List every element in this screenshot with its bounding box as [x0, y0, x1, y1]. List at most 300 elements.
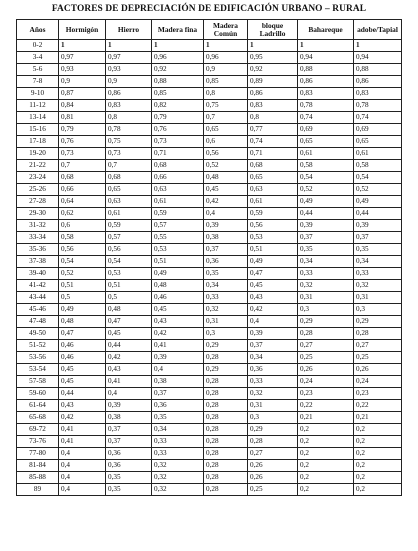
factor-cell: 0,35	[152, 412, 204, 424]
factor-cell: 0,45	[248, 280, 298, 292]
years-cell: 47-48	[17, 316, 59, 328]
factor-cell: 0,45	[152, 304, 204, 316]
factor-cell: 0,26	[248, 472, 298, 484]
factor-cell: 0,31	[298, 292, 354, 304]
table-row	[17, 436, 402, 448]
factor-cell: 0,4	[59, 484, 106, 496]
factor-cell: 0,46	[59, 352, 106, 364]
factor-cell: 0,27	[298, 340, 354, 352]
years-cell: 29-30	[17, 208, 59, 220]
years-cell: 31-32	[17, 220, 59, 232]
factor-cell: 0,56	[204, 148, 248, 160]
factor-cell: 0,65	[298, 136, 354, 148]
factor-cell: 0,2	[354, 448, 402, 460]
factor-cell: 0,46	[152, 292, 204, 304]
years-cell: 13-14	[17, 112, 59, 124]
factor-cell: 0,43	[106, 364, 152, 376]
factor-cell: 0,2	[298, 448, 354, 460]
factor-cell: 0,28	[204, 484, 248, 496]
factor-cell: 0,83	[106, 100, 152, 112]
factor-cell: 0,57	[152, 220, 204, 232]
table-row	[17, 448, 402, 460]
factor-cell: 0,37	[354, 232, 402, 244]
factor-cell: 0,32	[354, 280, 402, 292]
factor-cell: 0,39	[204, 220, 248, 232]
factor-cell: 0,4	[59, 448, 106, 460]
table-row	[17, 424, 402, 436]
table-row	[17, 208, 402, 220]
factor-cell: 0,97	[59, 52, 106, 64]
table-row	[17, 196, 402, 208]
factor-cell: 0,35	[354, 244, 402, 256]
factor-cell: 0,83	[354, 88, 402, 100]
factor-cell: 0,81	[59, 112, 106, 124]
factor-cell: 0,28	[354, 328, 402, 340]
factor-cell: 0,68	[59, 172, 106, 184]
factor-cell: 0,49	[152, 268, 204, 280]
years-cell: 69-72	[17, 424, 59, 436]
factor-cell: 0,44	[354, 208, 402, 220]
factor-cell: 0,66	[152, 172, 204, 184]
factor-cell: 0,52	[354, 184, 402, 196]
factor-cell: 0,59	[152, 208, 204, 220]
factor-cell: 0,95	[248, 52, 298, 64]
factor-cell: 0,2	[354, 436, 402, 448]
factor-cell: 0,45	[59, 376, 106, 388]
factor-cell: 0,86	[106, 88, 152, 100]
column-header: Madera fina	[152, 20, 204, 40]
years-cell: 49-50	[17, 328, 59, 340]
factor-cell: 0,42	[106, 352, 152, 364]
factor-cell: 0,39	[152, 352, 204, 364]
factor-cell: 0,43	[248, 292, 298, 304]
years-cell: 15-16	[17, 124, 59, 136]
factor-cell: 0,47	[248, 268, 298, 280]
years-cell: 5-6	[17, 64, 59, 76]
years-cell: 73-76	[17, 436, 59, 448]
factor-cell: 0,4	[248, 316, 298, 328]
factor-cell: 0,37	[204, 244, 248, 256]
factor-cell: 0,58	[59, 232, 106, 244]
years-cell: 7-8	[17, 76, 59, 88]
factor-cell: 0,92	[248, 64, 298, 76]
factor-cell: 0,85	[204, 76, 248, 88]
factor-cell: 0,63	[248, 184, 298, 196]
factor-cell: 0,7	[106, 160, 152, 172]
factor-cell: 0,73	[106, 148, 152, 160]
column-header: Hierro	[106, 20, 152, 40]
factor-cell: 0,38	[152, 376, 204, 388]
column-header: adobe/Tapial	[354, 20, 402, 40]
factor-cell: 0,28	[204, 376, 248, 388]
table-row	[17, 40, 402, 52]
factor-cell: 0,8	[248, 112, 298, 124]
years-cell: 53-56	[17, 352, 59, 364]
table-row	[17, 268, 402, 280]
factor-cell: 0,35	[106, 484, 152, 496]
column-header: bloque Ladrillo	[248, 20, 298, 40]
years-cell: 57-58	[17, 376, 59, 388]
factor-cell: 0,73	[152, 136, 204, 148]
factor-cell: 0,34	[354, 256, 402, 268]
years-cell: 25-26	[17, 184, 59, 196]
factor-cell: 0,86	[354, 76, 402, 88]
factor-cell: 0,2	[298, 424, 354, 436]
table-row	[17, 292, 402, 304]
factor-cell: 0,54	[354, 172, 402, 184]
factor-cell: 0,26	[248, 460, 298, 472]
years-cell: 59-60	[17, 388, 59, 400]
years-cell: 37-38	[17, 256, 59, 268]
factor-cell: 0,49	[298, 196, 354, 208]
table-row	[17, 352, 402, 364]
factor-cell: 0,77	[248, 124, 298, 136]
factor-cell: 0,68	[248, 160, 298, 172]
factor-cell: 0,44	[298, 208, 354, 220]
years-cell: 3-4	[17, 52, 59, 64]
factor-cell: 0,51	[106, 280, 152, 292]
factor-cell: 0,5	[106, 292, 152, 304]
factor-cell: 0,51	[59, 280, 106, 292]
table-row	[17, 136, 402, 148]
factor-cell: 0,97	[106, 52, 152, 64]
factor-cell: 0,37	[106, 436, 152, 448]
factor-cell: 0,28	[298, 328, 354, 340]
factor-cell: 0,3	[354, 304, 402, 316]
factor-cell: 0,61	[106, 208, 152, 220]
factor-cell: 0,94	[298, 52, 354, 64]
factor-cell: 0,36	[204, 256, 248, 268]
factor-cell: 0,32	[152, 472, 204, 484]
factor-cell: 0,61	[298, 148, 354, 160]
factor-cell: 0,24	[354, 376, 402, 388]
table-row	[17, 460, 402, 472]
factor-cell: 0,28	[204, 352, 248, 364]
factor-cell: 0,68	[106, 172, 152, 184]
table-row	[17, 64, 402, 76]
years-cell: 9-10	[17, 88, 59, 100]
factor-cell: 0,27	[354, 340, 402, 352]
factor-cell: 0,61	[152, 196, 204, 208]
table-row	[17, 412, 402, 424]
factor-cell: 0,42	[152, 328, 204, 340]
factor-cell: 0,37	[248, 340, 298, 352]
factor-cell: 0,37	[106, 424, 152, 436]
depreciation-table	[16, 19, 402, 496]
factor-cell: 0,74	[354, 112, 402, 124]
factor-cell: 0,29	[354, 316, 402, 328]
factor-cell: 0,79	[152, 112, 204, 124]
years-cell: 65-68	[17, 412, 59, 424]
factor-cell: 0,75	[204, 100, 248, 112]
factor-cell: 1	[59, 40, 106, 52]
factor-cell: 0,57	[106, 232, 152, 244]
factor-cell: 0,29	[204, 364, 248, 376]
factor-cell: 0,36	[106, 448, 152, 460]
factor-cell: 1	[152, 40, 204, 52]
factor-cell: 0,2	[354, 484, 402, 496]
factor-cell: 0,8	[204, 88, 248, 100]
factor-cell: 1	[204, 40, 248, 52]
factor-cell: 0,28	[204, 460, 248, 472]
years-cell: 89	[17, 484, 59, 496]
factor-cell: 0,44	[106, 340, 152, 352]
factor-cell: 0,49	[354, 196, 402, 208]
factor-cell: 0,96	[152, 52, 204, 64]
table-row	[17, 340, 402, 352]
factor-cell: 0,64	[59, 196, 106, 208]
years-cell: 39-40	[17, 268, 59, 280]
factor-cell: 0,2	[298, 472, 354, 484]
factor-cell: 0,53	[248, 232, 298, 244]
factor-cell: 0,61	[248, 196, 298, 208]
factor-cell: 0,34	[204, 280, 248, 292]
factor-cell: 0,28	[204, 436, 248, 448]
factor-cell: 0,96	[204, 52, 248, 64]
factor-cell: 0,88	[298, 64, 354, 76]
factor-cell: 0,48	[59, 316, 106, 328]
factor-cell: 0,35	[298, 244, 354, 256]
years-cell: 81-84	[17, 460, 59, 472]
factor-cell: 0,24	[298, 376, 354, 388]
factor-cell: 0,88	[152, 76, 204, 88]
years-cell: 33-34	[17, 232, 59, 244]
factor-cell: 0,28	[204, 400, 248, 412]
factor-cell: 0,22	[298, 400, 354, 412]
table-row	[17, 364, 402, 376]
factor-cell: 0,74	[298, 112, 354, 124]
factor-cell: 0,39	[354, 220, 402, 232]
years-cell: 61-64	[17, 400, 59, 412]
factor-cell: 0,5	[59, 292, 106, 304]
factor-cell: 0,83	[248, 100, 298, 112]
factor-cell: 0,4	[152, 364, 204, 376]
table-row	[17, 232, 402, 244]
factor-cell: 0,9	[59, 76, 106, 88]
table-row	[17, 160, 402, 172]
years-cell: 23-24	[17, 172, 59, 184]
factor-cell: 0,33	[152, 448, 204, 460]
factor-cell: 0,76	[59, 136, 106, 148]
table-body	[17, 40, 402, 496]
factor-cell: 0,84	[59, 100, 106, 112]
factor-cell: 0,61	[354, 148, 402, 160]
factor-cell: 0,49	[59, 304, 106, 316]
factor-cell: 0,39	[106, 400, 152, 412]
factor-cell: 0,37	[152, 388, 204, 400]
factor-cell: 0,65	[354, 136, 402, 148]
years-cell: 43-44	[17, 292, 59, 304]
factor-cell: 0,25	[248, 484, 298, 496]
factor-cell: 0,29	[204, 340, 248, 352]
factor-cell: 0,56	[106, 244, 152, 256]
factor-cell: 0,2	[354, 472, 402, 484]
factor-cell: 0,75	[106, 136, 152, 148]
factor-cell: 0,36	[152, 400, 204, 412]
table-row	[17, 76, 402, 88]
factor-cell: 0,48	[152, 280, 204, 292]
table-title: FACTORES DE DEPRECIACIÓN DE EDIFICACIÓN URBANO – RURAL	[51, 4, 367, 14]
years-cell: 17-18	[17, 136, 59, 148]
factor-cell: 0,52	[298, 184, 354, 196]
factor-cell: 0,6	[204, 136, 248, 148]
factor-cell: 0,26	[354, 364, 402, 376]
factor-cell: 0,32	[152, 460, 204, 472]
factor-cell: 0,87	[59, 88, 106, 100]
factor-cell: 0,34	[298, 256, 354, 268]
factor-cell: 0,31	[354, 292, 402, 304]
table-row	[17, 100, 402, 112]
factor-cell: 0,47	[106, 316, 152, 328]
factor-cell: 0,31	[204, 316, 248, 328]
table-row	[17, 88, 402, 100]
years-cell: 0-2	[17, 40, 59, 52]
factor-cell: 0,33	[248, 376, 298, 388]
years-cell: 41-42	[17, 280, 59, 292]
factor-cell: 0,36	[248, 364, 298, 376]
factor-cell: 0,28	[248, 436, 298, 448]
factor-cell: 0,58	[298, 160, 354, 172]
factor-cell: 0,55	[152, 232, 204, 244]
factor-cell: 0,28	[204, 448, 248, 460]
table-row	[17, 400, 402, 412]
factor-cell: 0,93	[59, 64, 106, 76]
factor-cell: 0,2	[298, 484, 354, 496]
years-cell: 53-54	[17, 364, 59, 376]
factor-cell: 0,83	[298, 88, 354, 100]
factor-cell: 0,62	[59, 208, 106, 220]
years-cell: 27-28	[17, 196, 59, 208]
table-row	[17, 172, 402, 184]
factor-cell: 0,54	[298, 172, 354, 184]
factor-cell: 0,2	[354, 460, 402, 472]
factor-cell: 0,31	[248, 400, 298, 412]
factor-cell: 0,86	[248, 88, 298, 100]
table-row	[17, 124, 402, 136]
factor-cell: 0,53	[152, 244, 204, 256]
factor-cell: 0,2	[354, 424, 402, 436]
factor-cell: 0,52	[204, 160, 248, 172]
factor-cell: 0,42	[248, 304, 298, 316]
factor-cell: 0,28	[204, 412, 248, 424]
factor-cell: 0,76	[152, 124, 204, 136]
factor-cell: 0,7	[59, 160, 106, 172]
factor-cell: 0,78	[106, 124, 152, 136]
years-cell: 77-80	[17, 448, 59, 460]
factor-cell: 0,42	[204, 196, 248, 208]
years-cell: 11-12	[17, 100, 59, 112]
years-cell: 21-22	[17, 160, 59, 172]
factor-cell: 0,39	[298, 220, 354, 232]
factor-cell: 0,32	[152, 484, 204, 496]
table-row	[17, 112, 402, 124]
factor-cell: 0,22	[354, 400, 402, 412]
table-row	[17, 304, 402, 316]
factor-cell: 0,45	[106, 328, 152, 340]
factor-cell: 0,47	[59, 328, 106, 340]
factor-cell: 0,56	[248, 220, 298, 232]
factor-cell: 0,4	[106, 388, 152, 400]
factor-cell: 1	[298, 40, 354, 52]
table-row	[17, 388, 402, 400]
factor-cell: 0,68	[152, 160, 204, 172]
factor-cell: 0,54	[106, 256, 152, 268]
table-row	[17, 184, 402, 196]
years-cell: 51-52	[17, 340, 59, 352]
table-row	[17, 328, 402, 340]
factor-cell: 0,43	[152, 316, 204, 328]
table-row	[17, 256, 402, 268]
factor-cell: 0,3	[298, 304, 354, 316]
table-row	[17, 220, 402, 232]
column-header: Bahareque	[298, 20, 354, 40]
factor-cell: 0,88	[354, 64, 402, 76]
factor-cell: 0,28	[204, 472, 248, 484]
factor-cell: 1	[106, 40, 152, 52]
factor-cell: 0,29	[248, 424, 298, 436]
factor-cell: 0,32	[298, 280, 354, 292]
factor-cell: 0,9	[204, 64, 248, 76]
factor-cell: 0,23	[354, 388, 402, 400]
factor-cell: 0,29	[298, 316, 354, 328]
table-row	[17, 316, 402, 328]
factor-cell: 0,59	[106, 220, 152, 232]
factor-cell: 0,58	[354, 160, 402, 172]
factor-cell: 0,23	[298, 388, 354, 400]
factor-cell: 0,3	[248, 412, 298, 424]
table-row	[17, 280, 402, 292]
factor-cell: 0,46	[59, 340, 106, 352]
factor-cell: 0,94	[354, 52, 402, 64]
factor-cell: 0,69	[298, 124, 354, 136]
factor-cell: 0,28	[204, 388, 248, 400]
factor-cell: 0,27	[248, 448, 298, 460]
factor-cell: 0,63	[106, 196, 152, 208]
factor-cell: 0,78	[354, 100, 402, 112]
factor-cell: 0,35	[106, 472, 152, 484]
factor-cell: 0,71	[248, 148, 298, 160]
table-row	[17, 472, 402, 484]
years-cell: 19-20	[17, 148, 59, 160]
factor-cell: 0,65	[106, 184, 152, 196]
factor-cell: 0,65	[248, 172, 298, 184]
factor-cell: 0,92	[152, 64, 204, 76]
table-row	[17, 52, 402, 64]
factor-cell: 1	[354, 40, 402, 52]
factor-cell: 0,78	[298, 100, 354, 112]
factor-cell: 0,33	[298, 268, 354, 280]
factor-cell: 0,39	[248, 328, 298, 340]
factor-cell: 0,43	[59, 400, 106, 412]
factor-cell: 0,42	[59, 412, 106, 424]
factor-cell: 0,48	[106, 304, 152, 316]
table-row	[17, 484, 402, 496]
table-row	[17, 148, 402, 160]
factor-cell: 0,85	[152, 88, 204, 100]
table-row	[17, 376, 402, 388]
factor-cell: 0,21	[298, 412, 354, 424]
column-header: Años	[17, 20, 59, 40]
factor-cell: 0,32	[248, 388, 298, 400]
factor-cell: 0,82	[152, 100, 204, 112]
factor-cell: 0,21	[354, 412, 402, 424]
factor-cell: 0,32	[204, 304, 248, 316]
factor-cell: 0,34	[248, 352, 298, 364]
factor-cell: 0,93	[106, 64, 152, 76]
factor-cell: 0,73	[59, 148, 106, 160]
factor-cell: 0,6	[59, 220, 106, 232]
factor-cell: 0,51	[152, 256, 204, 268]
